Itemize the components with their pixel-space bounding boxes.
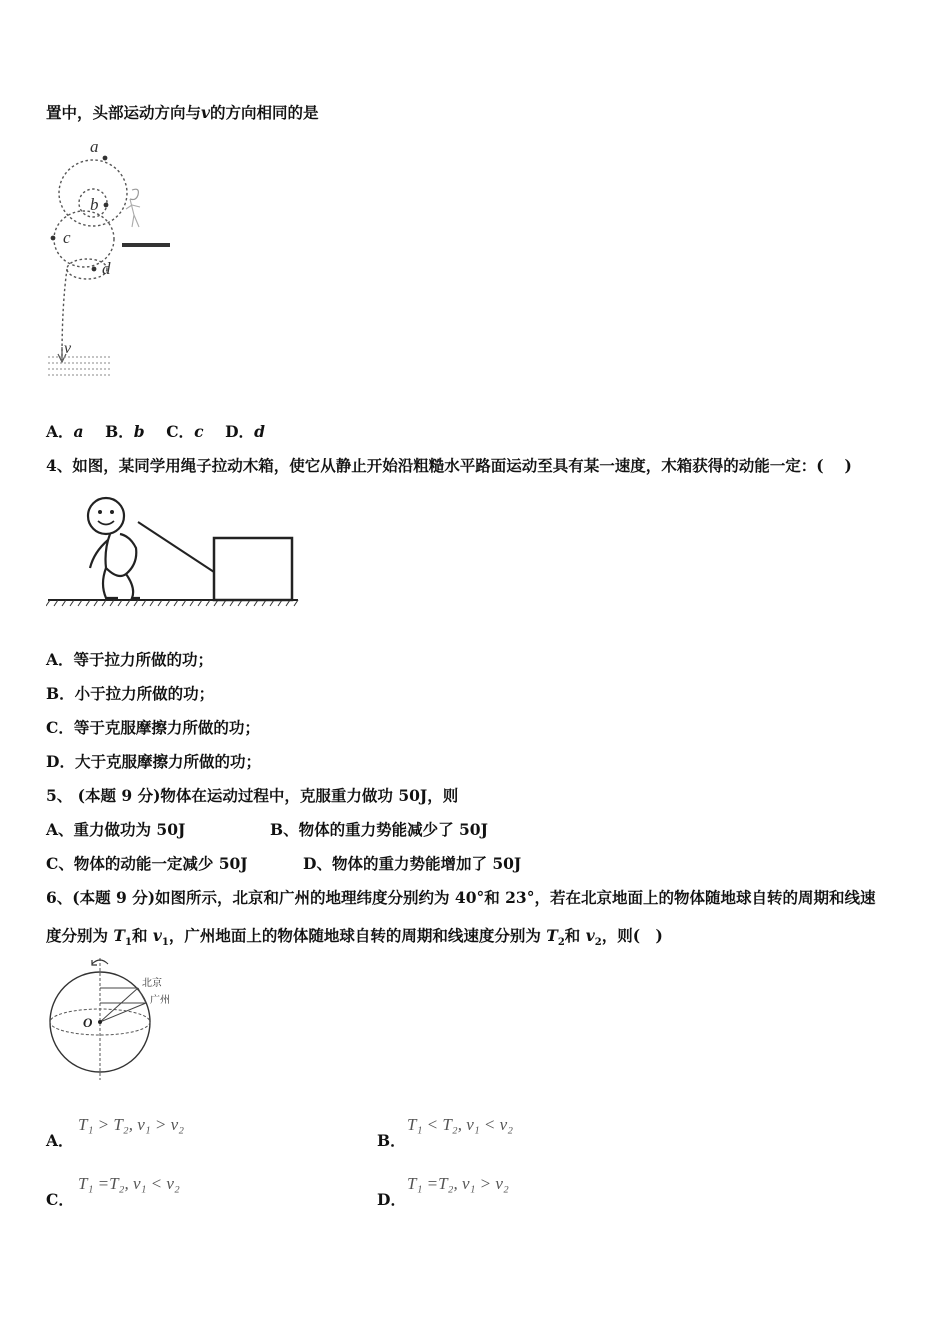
q6-stem-line1: 6、(本题 9 分)如图所示，北京和广州的地理纬度分别约为 40°和 23°，若在北京地面上的物体随地球自转的周期和线速 (46, 888, 876, 907)
q4-option-a: A．等于拉力所做的功； (46, 650, 214, 669)
box-pulling-figure (46, 488, 306, 613)
label-b: b (90, 195, 99, 214)
label-d: d (102, 259, 111, 278)
label-c: c (63, 228, 71, 247)
earth-globe-figure (46, 956, 186, 1084)
q4-option-b: B．小于拉力所做的功； (46, 684, 215, 703)
q6-option-a-key: A． (46, 1131, 74, 1150)
q5-option-c: C、物体的动能一定减少 50J (46, 854, 248, 873)
q6-option-b-expr: T₁ < T₂, v₁ < v₂ (407, 1115, 514, 1134)
label-o: O (83, 1015, 93, 1030)
q6-option-c-key: C． (46, 1190, 74, 1209)
q5-option-b: B、物体的重力势能减少了 50J (270, 820, 488, 839)
q4-stem: 4、如图，某同学用绳子拉动木箱，使它从静止开始沿粗糙水平路面运动至具有某一速度，木箱获得的动能一定：( ) (46, 456, 852, 475)
q6-option-d-expr: T₁ =T₂, v₁ > v₂ (407, 1174, 509, 1193)
label-v: v (64, 340, 72, 357)
q6-option-b-key: B． (377, 1131, 406, 1150)
label-beijing: 北京 (142, 978, 162, 989)
q4-option-d: D．大于克服摩擦力所做的功； (46, 752, 261, 771)
q4-option-c: C．等于克服摩擦力所做的功； (46, 718, 260, 737)
q6-stem-line2: 度分别为 $T_1$和 $v_1$，广州地面上的物体随地球自转的周期和线速度分别为 $T_2$和 $v_2$，则( ) (46, 926, 663, 949)
q5-option-a: A、重力做功为 50J (46, 820, 186, 839)
q6-option-d-key: D． (377, 1190, 406, 1209)
q5-stem: 5、 (本题 9 分)物体在运动过程中，克服重力做功 50J，则 (46, 786, 459, 805)
q3-options: A．a B．b C．c D．d (46, 422, 265, 441)
label-a: a (90, 137, 99, 156)
q3-stem: 置中，头部运动方向与v的方向相同的是 (46, 103, 319, 122)
label-guangzhou: 广州 (150, 995, 170, 1006)
q6-option-a-expr: T₁ > T₂, v₁ > v₂ (78, 1115, 185, 1134)
q6-option-c-expr: T₁ =T₂, v₁ < v₂ (78, 1174, 180, 1193)
diver-trajectory-figure (44, 135, 184, 385)
q5-option-d: D、物体的重力势能增加了 50J (303, 854, 522, 873)
